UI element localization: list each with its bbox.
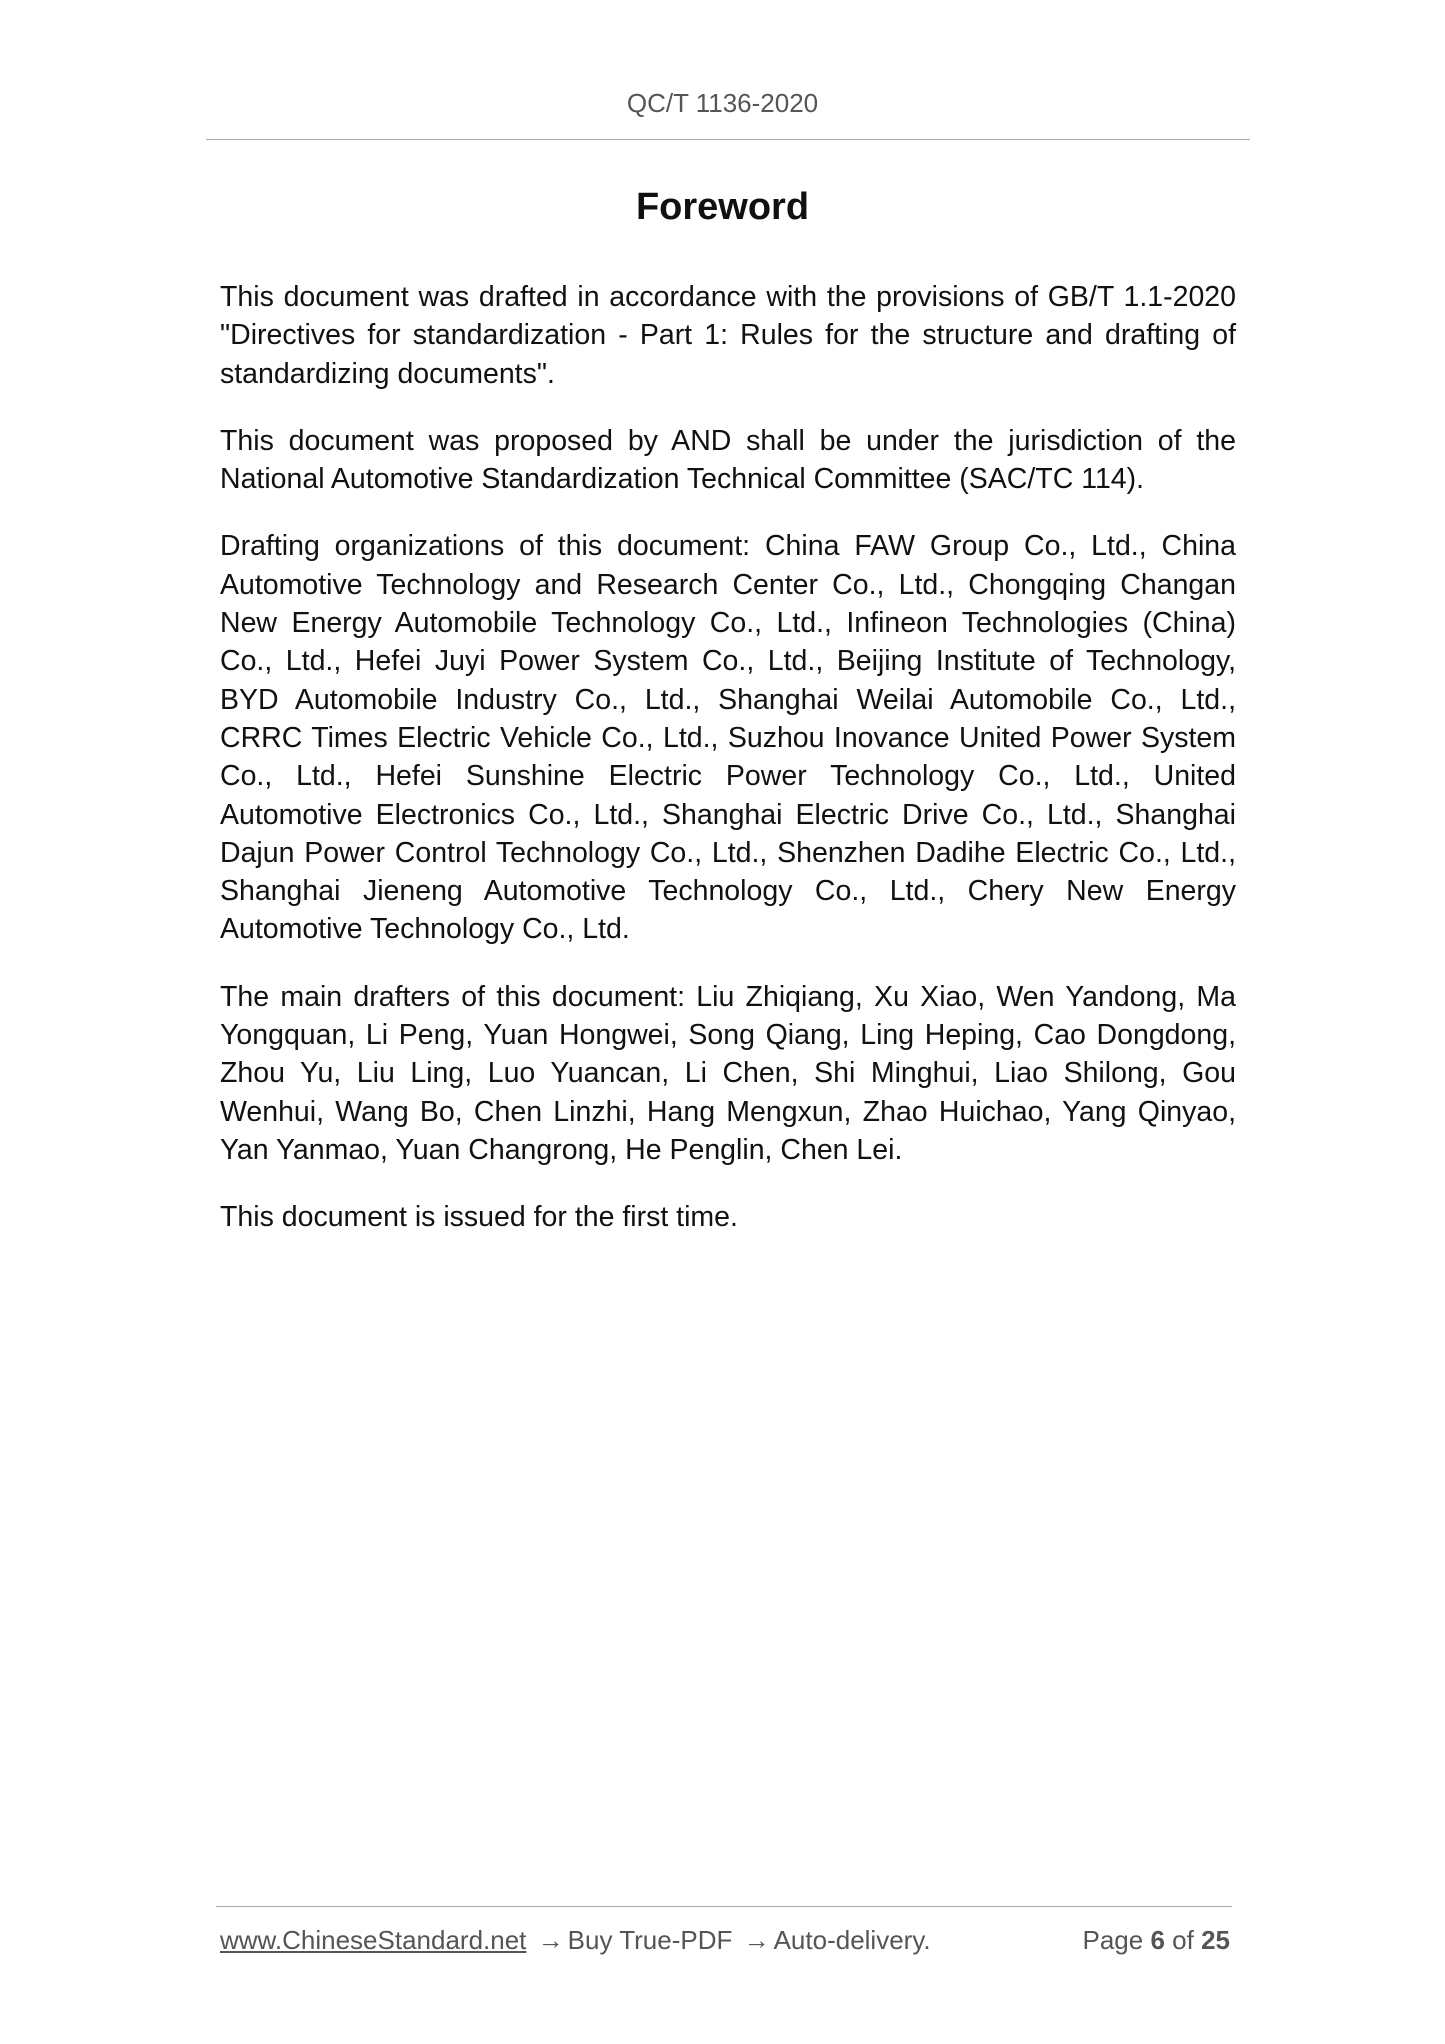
arrow-right-icon: → bbox=[537, 1925, 564, 1955]
paragraph-main-drafters: The main drafters of this document: Liu Zhiqiang, Xu Xiao, Wen Yandong, Ma Yongquan, Li Peng, Yuan Hongwei, Song Qiang, Ling Heping, Cao Dongdong, Zhou Yu, Liu Ling, Luo Yuancan, Li Chen, Shi Minghui, Liao Shilong, Gou Wenhui, Wang Bo, Chen Linzhi, Hang Mengxun, Zhao Huichao, Yang Qinyao, Yan Yanmao, Yuan Changrong, He Penglin, Chen Lei. bbox=[220, 980, 1236, 1166]
buy-pdf-text: Buy True-PDF bbox=[567, 1925, 733, 1955]
page-total: 25 bbox=[1201, 1925, 1230, 1955]
paragraph-drafting-provisions: This document was drafted in accordance with the provisions of GB/T 1.1-2020 "Directives for standardization - Part 1: Rules for the structure and drafting of standardizing documents". bbox=[220, 281, 1236, 390]
page-counter bbox=[1082, 1925, 1230, 1956]
footer-divider bbox=[216, 1906, 1232, 1907]
document-number: QC/T 1136-2020 bbox=[626, 88, 819, 118]
website-link[interactable]: www.ChineseStandard.net bbox=[220, 1925, 527, 1955]
page-label: Page bbox=[1082, 1925, 1144, 1955]
paragraph-drafting-organizations: Drafting organizations of this document: China FAW Group Co., Ltd., China Automotive Technology and Research Center Co., Ltd., Chongqing Changan New Energy Automobile Technology Co., Ltd., Infineon Technologies (China) Co., Ltd., Hefei Juyi Power System Co., Ltd., Beijing Institute of Technology, BYD Automobile Industry Co., Ltd., Shanghai Weilai Automobile Co., Ltd., CRRC Times Electric Vehicle Co., Ltd., Suzhou Inovance United Power System Co., Ltd., Hefei Sunshine Electric Power Technology Co., Ltd., United Automotive Electronics Co., Ltd., Shanghai Electric Drive Co., Ltd., Shanghai Dajun Power Control Technology Co., Ltd., Shenzhen Dadihe Electric Co., Ltd., Shanghai Jieneng Automotive Technology Co., Ltd., Chery New Energy Automotive Technology Co., Ltd. bbox=[220, 530, 1236, 946]
page-header bbox=[0, 88, 1445, 119]
page-footer bbox=[220, 1925, 1230, 1961]
paragraph-proposal-jurisdiction: This document was proposed by AND shall be under the jurisdiction of the National Automotive Standardization Technical Committee (SAC/TC 114). bbox=[220, 424, 1236, 496]
arrow-right-icon: → bbox=[743, 1925, 770, 1955]
page-current: 6 bbox=[1150, 1925, 1165, 1955]
footer-promo bbox=[220, 1925, 931, 1956]
auto-delivery-text: Auto-delivery. bbox=[773, 1925, 931, 1955]
header-divider bbox=[206, 139, 1250, 140]
foreword-body bbox=[220, 278, 1236, 1266]
paragraph-first-issue: This document is issued for the first time. bbox=[220, 1201, 738, 1234]
section-title: Foreword bbox=[635, 186, 810, 228]
page-of-label: of bbox=[1172, 1925, 1194, 1955]
